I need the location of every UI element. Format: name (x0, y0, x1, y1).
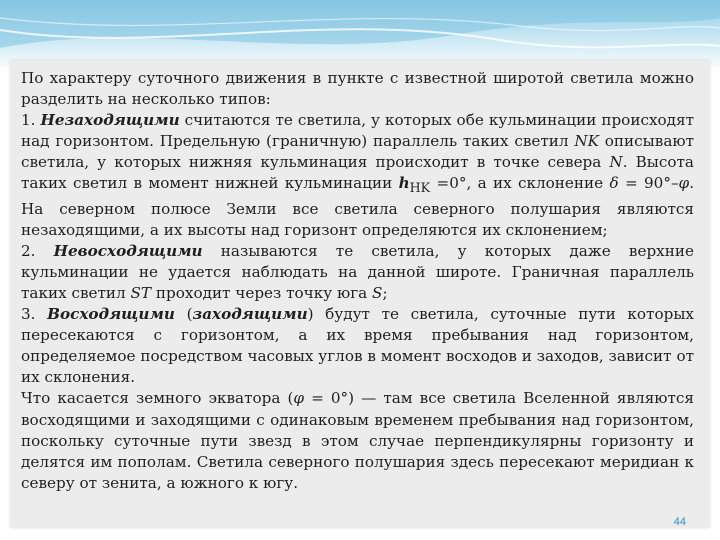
text-run: описывают светила, у которых нижняя кульминация происходит в точке севера (21, 132, 694, 172)
text-run: Невосходящими (53, 241, 203, 260)
text-run: δ (609, 174, 619, 193)
text-run: N (609, 153, 623, 172)
paragraph-5 (21, 388, 694, 493)
text-run: φ (293, 389, 305, 408)
text-run: NK (574, 132, 599, 151)
text-run: 1. (21, 111, 41, 130)
page-number: 44 (673, 516, 686, 528)
text-run: заходящими (192, 305, 308, 324)
text-run: ) будут те светила, суточные пути которых пересекаются с горизонтом, а их время пребывания над горизонтом, определяемое посредством часовых углов в момент восходов и заходов, зависит от их склонения. (21, 305, 694, 387)
text-run: 3. (21, 305, 48, 324)
text-run: = 90°– (618, 174, 679, 193)
text-run: Что касается земного экватора ( (21, 389, 294, 408)
text-run: = 0°) — там все светила Вселенной являются восходящими и заходящими с одинаковым временем пребывания над горизонтом, поскольку суточные пути звезд в этом случае перпендикулярны горизонту и делятся им пополам. Светила северного полушария здесь пересекают меридиан к северу от зенита, а южного к югу. (21, 389, 694, 492)
text-run: По характеру суточного движения в пункте с известной широтой светила можно разделить на несколько типов: (21, 69, 694, 109)
text-run: . Высота таких светил в момент нижней кульминации (21, 153, 694, 193)
paragraph-1 (21, 68, 694, 110)
text-run: ; (382, 283, 388, 302)
text-run: =0°, а их склонение (430, 174, 610, 193)
text-run: считаются те светила, у которых обе кульминации происходят над горизонтом. Предельную (граничную) параллель таких светил (21, 111, 694, 151)
text-run: называются те светила, у которых даже верхние кульминации не удается наблюдать на данной широте. Граничная параллель таких светил (21, 241, 694, 302)
paragraph-3 (21, 241, 694, 304)
body-text (21, 68, 694, 494)
text-run: S (372, 283, 383, 302)
paragraph-2 (21, 110, 694, 241)
paragraph-4 (21, 304, 694, 388)
text-run: HK (409, 180, 431, 196)
text-run: проходит через точку юга (151, 283, 373, 302)
text-run: φ (678, 174, 690, 193)
text-run: h (398, 174, 410, 193)
text-run: . На северном полюсе Земли все светила северного полушария являются незаходящими, а их высоты над горизонт определяются их склонением; (21, 174, 695, 239)
text-run: ( (174, 305, 193, 324)
text-run: ST (130, 283, 152, 302)
text-run: Восходящими (47, 305, 175, 324)
text-run: Незаходящими (40, 111, 180, 130)
text-run: 2. (21, 241, 54, 260)
